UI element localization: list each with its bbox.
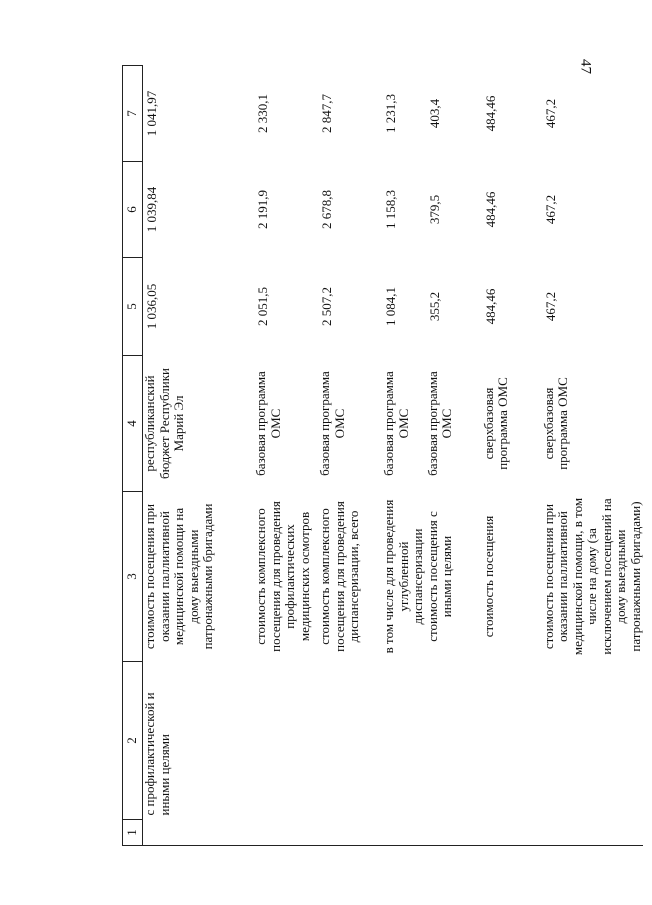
cell-col-1	[143, 820, 255, 846]
cell-funding-source: сверхбазовая программа ОМС	[540, 377, 571, 470]
cell-funding-source: базовая программа ОМС	[317, 371, 347, 476]
cell-description: в том числе для проведения углубленной диспансеризации	[381, 499, 426, 654]
cell-value-col6: 1 039,84	[144, 186, 159, 233]
cell-value-col6: 2 678,8	[319, 190, 334, 229]
cell-col-2	[542, 662, 644, 820]
cell-description: стоимость комплексного посещения для проведения диспансеризации, всего	[317, 501, 362, 652]
cell-value-col5: 1 084,1	[383, 287, 398, 326]
rotated-table-container	[122, 66, 652, 846]
header-col-6: 6	[123, 162, 143, 258]
cell-value-col7: 1 231,3	[383, 94, 398, 133]
cell-value-col6: 2 191,9	[255, 190, 270, 229]
cell-funding-source: базовая программа ОМС	[381, 371, 411, 476]
cell-value-col7: 403,4	[426, 98, 442, 129]
header-col-2: 2	[123, 662, 143, 820]
table-row	[542, 66, 644, 846]
cell-description: стоимость посещения при оказании паллиативной медицинской помощи на дому выездными патронажными бригадами	[142, 503, 216, 650]
column-number-header	[123, 66, 143, 846]
cell-value-col5: 484,46	[482, 288, 498, 325]
header-col-5: 5	[123, 258, 143, 356]
cell-value-col5: 355,2	[426, 291, 442, 322]
cell-value-col7: 467,2	[542, 98, 558, 129]
cell-value-col5: 2 051,5	[255, 287, 270, 326]
cell-value-col7: 484,46	[482, 95, 498, 132]
cell-col-1	[382, 820, 426, 846]
table-row	[482, 66, 542, 846]
cell-funding-source: базовая программа ОМС	[424, 371, 455, 476]
cell-description: стоимость комплексного посещения для проведения профилактических медицинских осмотров	[253, 501, 312, 652]
table-row	[382, 66, 426, 846]
cell-col-1	[318, 820, 382, 846]
cell-value-col6: 379,5	[426, 194, 442, 225]
cell-funding-source: базовая программа ОМС	[253, 371, 283, 476]
cell-value-col7: 2 330,1	[255, 94, 270, 133]
table-row	[318, 66, 382, 846]
table-row	[143, 66, 255, 846]
cell-description: стоимость посещения	[480, 515, 496, 638]
cell-value-col6: 1 158,3	[383, 190, 398, 229]
cell-col-1	[254, 820, 318, 846]
cell-value-col5: 1 036,05	[144, 283, 159, 330]
cell-funding-source: сверхбазовая программа ОМС	[480, 377, 511, 470]
category-cell: с профилактической и иными целями	[142, 692, 172, 816]
cell-value-col6: 484,46	[482, 191, 498, 228]
cell-col-1	[542, 820, 644, 846]
cell-description: стоимость посещения с иными целями	[424, 511, 455, 642]
header-col-1: 1	[123, 820, 143, 846]
cell-col-2	[318, 662, 382, 820]
header-col-3: 3	[123, 492, 143, 662]
cell-description: стоимость посещения при оказании паллиативной медицинской помощи, в том числе на дому (за исключением посещений на дому выездными патронажными бригадами)	[540, 497, 643, 656]
page-number: 47	[577, 59, 594, 74]
cell-value-col5: 2 507,2	[319, 287, 334, 326]
cell-value-col6: 467,2	[542, 194, 558, 225]
header-col-4: 4	[123, 356, 143, 492]
header-col-7: 7	[123, 66, 143, 162]
cell-col-1	[482, 820, 542, 846]
cell-col-1	[426, 820, 482, 846]
cell-col-2	[382, 662, 426, 820]
cell-col-2	[426, 662, 482, 820]
cost-table	[122, 65, 643, 846]
table-row	[254, 66, 318, 846]
cell-col-2	[254, 662, 318, 820]
cell-value-col5: 467,2	[542, 291, 558, 322]
cell-funding-source: республиканский бюджет Республики Марий Эл	[142, 368, 187, 480]
cell-value-col7: 1 041,97	[144, 90, 159, 137]
table-row	[426, 66, 482, 846]
cell-value-col7: 2 847,7	[319, 94, 334, 133]
cell-col-2	[482, 662, 542, 820]
